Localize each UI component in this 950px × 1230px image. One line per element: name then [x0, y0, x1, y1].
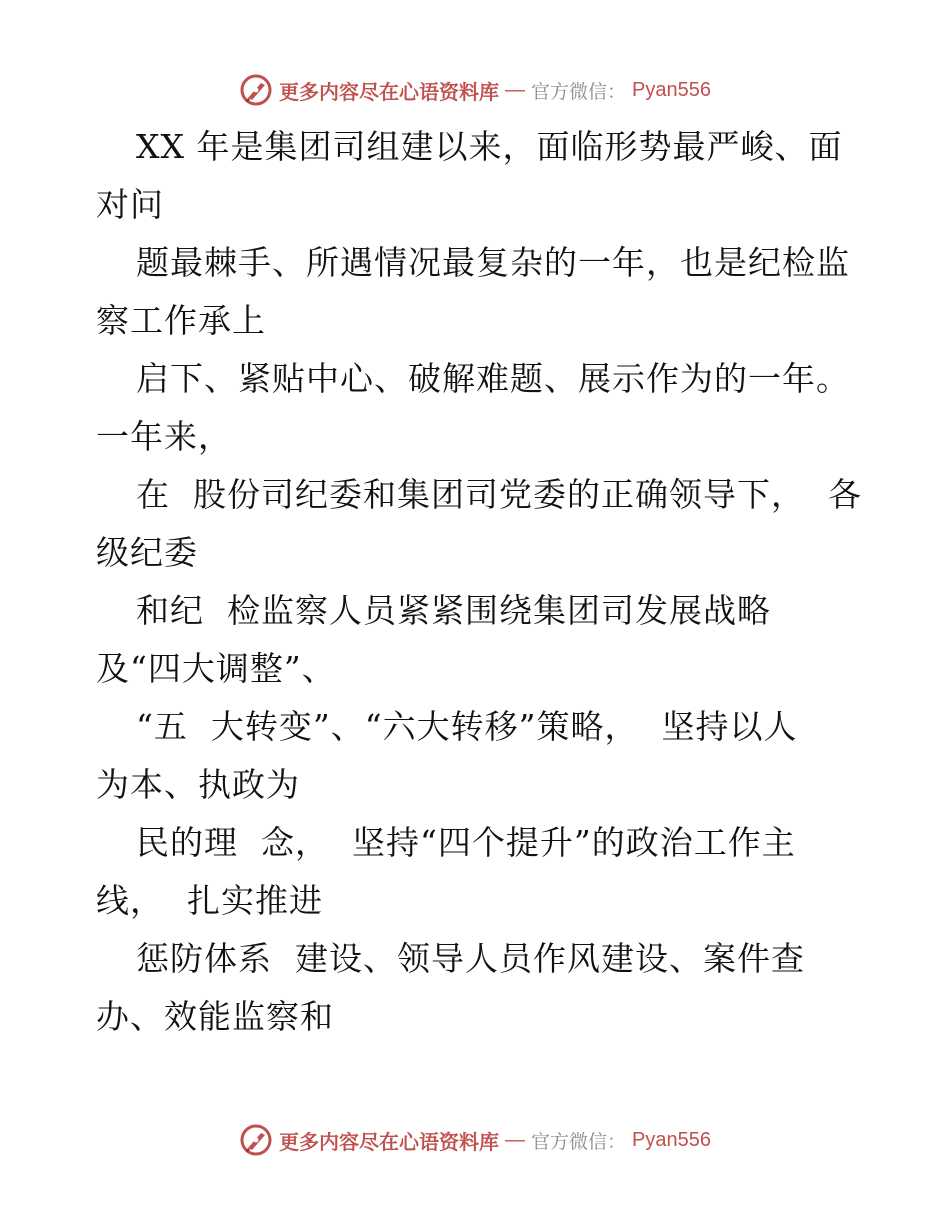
- watermark-wechat-id: Pyan556: [632, 1128, 711, 1151]
- body-line: 对问: [96, 185, 164, 224]
- body-line: 启下、紧贴中心、破解难题、展示作为的一年。: [136, 359, 850, 398]
- body-line: 惩防体系 建设、领导人员作风建设、案件查: [136, 939, 805, 978]
- body-line: 及“四大调整”、: [96, 649, 336, 688]
- watermark-row: [239, 1123, 711, 1157]
- body-line: 民的理 念， 坚持“四个提升”的政治工作主: [136, 823, 796, 862]
- document-body: [96, 118, 866, 1046]
- watermark-dash: —: [505, 1128, 525, 1151]
- body-line: 办、效能监察和: [96, 997, 334, 1036]
- body-line: 察工作承上: [96, 301, 266, 340]
- footer-watermark: [0, 1120, 950, 1160]
- body-line: 级纪委: [96, 533, 198, 572]
- watermark-official-label: 官方微信：: [531, 80, 627, 103]
- body-line: 一年来，: [96, 417, 232, 456]
- body-line: “五 大转变”、“六大转移”策略， 坚持以人: [136, 707, 798, 746]
- watermark-title: 更多内容尽在心语资料库: [279, 79, 499, 104]
- watermark-dash: —: [505, 78, 525, 101]
- watermark-row: [239, 73, 711, 107]
- pen-logo-icon: [239, 1123, 273, 1157]
- watermark-official-label: 官方微信：: [531, 1130, 627, 1153]
- header-watermark: [0, 70, 950, 110]
- watermark-title: 更多内容尽在心语资料库: [279, 1129, 499, 1154]
- body-line: 在 股份司纪委和集团司党委的正确领导下， 各: [136, 475, 862, 514]
- body-line: XX 年是集团司组建以来，面临形势最严峻、面: [136, 127, 843, 166]
- body-line: 线， 扎实推进: [96, 881, 323, 920]
- watermark-wechat-id: Pyan556: [632, 78, 711, 101]
- body-line: 和纪 检监察人员紧紧围绕集团司发展战略: [136, 591, 771, 630]
- body-line: 为本、执政为: [96, 765, 300, 804]
- pen-logo-icon: [239, 73, 273, 107]
- body-line: 题最棘手、所遇情况最复杂的一年，也是纪检监: [136, 243, 850, 282]
